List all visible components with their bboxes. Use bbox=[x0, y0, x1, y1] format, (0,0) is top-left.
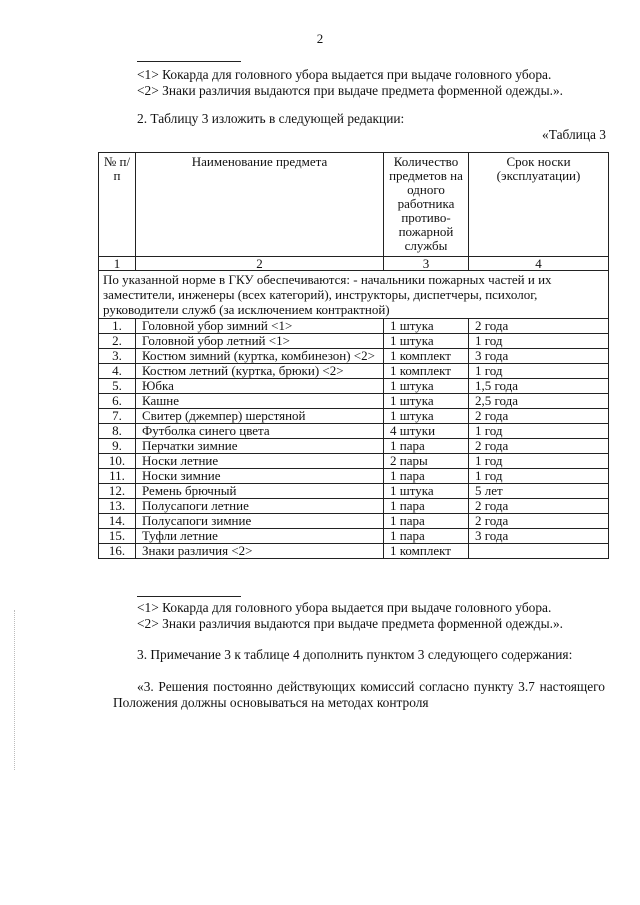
row-number: 1. bbox=[99, 319, 136, 334]
row-number: 6. bbox=[99, 394, 136, 409]
item-term: 2 года bbox=[469, 499, 609, 514]
quote-3: «3. Решения постоянно действующих комиссий согласно пункту 3.7 настоящего Положения должны основываться на методах контроля bbox=[113, 679, 605, 710]
scan-margin-mark bbox=[14, 610, 15, 770]
item-term: 5 лет bbox=[469, 484, 609, 499]
item-name: Головной убор летний <1> bbox=[136, 334, 384, 349]
footnote-separator-bottom bbox=[137, 596, 241, 597]
item-name: Ремень брючный bbox=[136, 484, 384, 499]
column-number: 3 bbox=[384, 257, 469, 271]
item-name: Знаки различия <2> bbox=[136, 544, 384, 559]
footnote-top-2: <2> Знаки различия выдаются при выдаче предмета форменной одежды.». bbox=[137, 83, 563, 98]
table-row bbox=[99, 514, 609, 529]
norms-table bbox=[98, 152, 609, 559]
item-name: Костюм зимний (куртка, комбинезон) <2> bbox=[136, 349, 384, 364]
row-number: 14. bbox=[99, 514, 136, 529]
instruction-2: 2. Таблицу 3 изложить в следующей редакции: bbox=[137, 111, 405, 126]
item-term bbox=[469, 544, 609, 559]
table-row bbox=[99, 529, 609, 544]
footnote-top-1: <1> Кокарда для головного убора выдается при выдаче головного убора. bbox=[137, 67, 552, 82]
item-quantity: 1 пара bbox=[384, 514, 469, 529]
header-term: Срок носки (эксплуатации) bbox=[469, 153, 609, 257]
column-number: 2 bbox=[136, 257, 384, 271]
item-quantity: 1 комплект bbox=[384, 364, 469, 379]
instruction-3: 3. Примечание 3 к таблице 4 дополнить пунктом 3 следующего содержания: bbox=[137, 647, 573, 662]
item-quantity: 1 пара bbox=[384, 529, 469, 544]
table-row bbox=[99, 439, 609, 454]
item-term: 1 год bbox=[469, 469, 609, 484]
table-header-row bbox=[99, 153, 609, 257]
row-number: 11. bbox=[99, 469, 136, 484]
table-row bbox=[99, 424, 609, 439]
item-name: Туфли летние bbox=[136, 529, 384, 544]
table-row bbox=[99, 319, 609, 334]
table-row bbox=[99, 394, 609, 409]
table-row bbox=[99, 499, 609, 514]
item-term: 1,5 года bbox=[469, 379, 609, 394]
item-quantity: 1 штука bbox=[384, 394, 469, 409]
table-row bbox=[99, 409, 609, 424]
column-number: 4 bbox=[469, 257, 609, 271]
row-number: 9. bbox=[99, 439, 136, 454]
item-quantity: 1 штука bbox=[384, 319, 469, 334]
header-qty: Количество предметов на одного работника противо-пожарной службы bbox=[384, 153, 469, 257]
item-term: 2 года bbox=[469, 409, 609, 424]
table-caption: «Таблица 3 bbox=[542, 127, 606, 142]
item-quantity: 1 штука bbox=[384, 379, 469, 394]
table-row bbox=[99, 364, 609, 379]
item-quantity: 4 штуки bbox=[384, 424, 469, 439]
item-quantity: 2 пары bbox=[384, 454, 469, 469]
row-number: 5. bbox=[99, 379, 136, 394]
section-row bbox=[99, 271, 609, 319]
item-term: 3 года bbox=[469, 349, 609, 364]
item-quantity: 1 комплект bbox=[384, 544, 469, 559]
item-quantity: 1 пара bbox=[384, 439, 469, 454]
item-term: 1 год bbox=[469, 364, 609, 379]
header-name: Наименование предмета bbox=[136, 153, 384, 257]
item-quantity: 1 пара bbox=[384, 469, 469, 484]
row-number: 13. bbox=[99, 499, 136, 514]
table-row bbox=[99, 334, 609, 349]
table-row bbox=[99, 469, 609, 484]
footnote-bottom-2: <2> Знаки различия выдаются при выдаче предмета форменной одежды.». bbox=[137, 616, 563, 631]
item-term: 1 год bbox=[469, 454, 609, 469]
row-number: 15. bbox=[99, 529, 136, 544]
header-num: № п/п bbox=[99, 153, 136, 257]
item-name: Головной убор зимний <1> bbox=[136, 319, 384, 334]
item-name: Свитер (джемпер) шерстяной bbox=[136, 409, 384, 424]
section-text: По указанной норме в ГКУ обеспечиваются: - начальники пожарных частей и их заместители, инженеры (всех категорий), инструкторы, диспетчеры, психолог, руководители служб (за исключением контрактной) bbox=[99, 271, 609, 319]
item-name: Кашне bbox=[136, 394, 384, 409]
row-number: 7. bbox=[99, 409, 136, 424]
item-name: Полусапоги летние bbox=[136, 499, 384, 514]
item-name: Перчатки зимние bbox=[136, 439, 384, 454]
row-number: 16. bbox=[99, 544, 136, 559]
column-number-row bbox=[99, 257, 609, 271]
item-quantity: 1 комплект bbox=[384, 349, 469, 364]
table-row bbox=[99, 349, 609, 364]
item-term: 2,5 года bbox=[469, 394, 609, 409]
table-row bbox=[99, 379, 609, 394]
item-term: 3 года bbox=[469, 529, 609, 544]
item-quantity: 1 пара bbox=[384, 499, 469, 514]
table-row bbox=[99, 544, 609, 559]
item-quantity: 1 штука bbox=[384, 409, 469, 424]
table-row bbox=[99, 484, 609, 499]
row-number: 4. bbox=[99, 364, 136, 379]
row-number: 12. bbox=[99, 484, 136, 499]
footnote-separator-top bbox=[137, 61, 241, 62]
row-number: 2. bbox=[99, 334, 136, 349]
item-quantity: 1 штука bbox=[384, 484, 469, 499]
footnote-bottom-1: <1> Кокарда для головного убора выдается при выдаче головного убора. bbox=[137, 600, 552, 615]
item-name: Юбка bbox=[136, 379, 384, 394]
item-name: Футболка синего цвета bbox=[136, 424, 384, 439]
item-quantity: 1 штука bbox=[384, 334, 469, 349]
table-row bbox=[99, 454, 609, 469]
item-name: Костюм летний (куртка, брюки) <2> bbox=[136, 364, 384, 379]
row-number: 8. bbox=[99, 424, 136, 439]
item-name: Носки зимние bbox=[136, 469, 384, 484]
page-number: 2 bbox=[316, 31, 324, 46]
item-term: 2 года bbox=[469, 514, 609, 529]
column-number: 1 bbox=[99, 257, 136, 271]
row-number: 3. bbox=[99, 349, 136, 364]
item-name: Носки летние bbox=[136, 454, 384, 469]
item-term: 2 года bbox=[469, 439, 609, 454]
row-number: 10. bbox=[99, 454, 136, 469]
item-name: Полусапоги зимние bbox=[136, 514, 384, 529]
item-term: 2 года bbox=[469, 319, 609, 334]
item-term: 1 год bbox=[469, 424, 609, 439]
item-term: 1 год bbox=[469, 334, 609, 349]
